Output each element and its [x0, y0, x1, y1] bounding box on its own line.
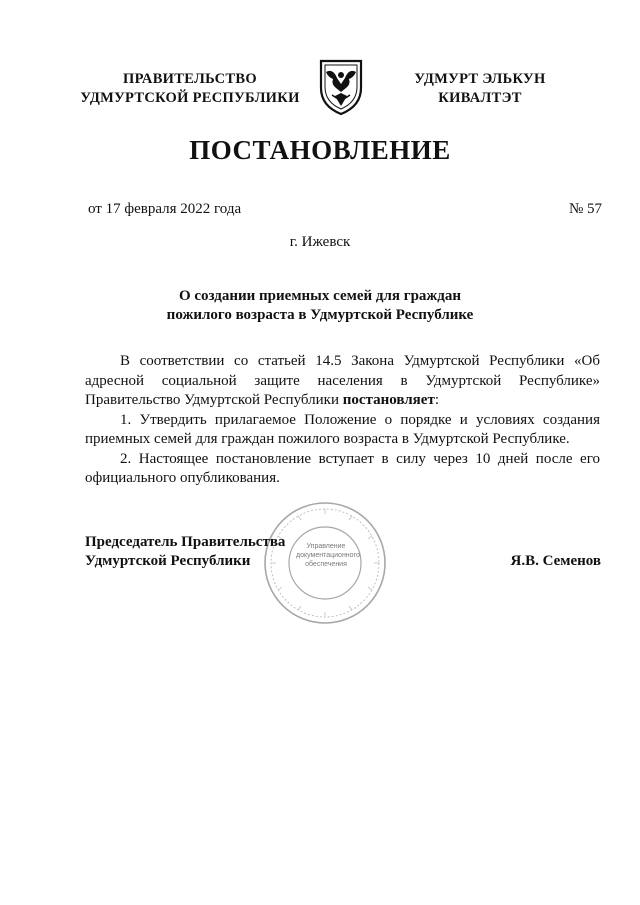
- signature-position-line1: Председатель Правительства: [85, 534, 286, 550]
- preamble-text: В соответствии со статьей 14.5 Закона Удмуртской Республики «Об адресной социальной защите населения в Удмуртской Республике» Правительство Удмуртской Республики: [85, 353, 600, 408]
- subject-line1: О создании приемных семей для граждан: [178, 288, 462, 304]
- signature-position: [85, 533, 305, 571]
- body-item-2: 2. Настоящее постановление вступает в силу через 10 дней после его официального опубликования.: [85, 450, 600, 486]
- header-right-line1: УДМУРТ ЭЛЬКУН: [414, 71, 546, 87]
- document-number: № 57: [568, 201, 602, 217]
- body-item-1: 1. Утвердить прилагаемое Положение о порядке и условиях создания приемных семей для граждан пожилого возраста в Удмуртской Республике.: [85, 411, 600, 447]
- document-body: [85, 352, 600, 489]
- header-right: [380, 70, 580, 108]
- body-preamble: [85, 352, 600, 411]
- header-right-line2: КИВАЛТЭТ: [438, 90, 522, 106]
- signature-position-line2: Удмуртской Республики: [85, 553, 251, 569]
- document-subject: [120, 287, 520, 325]
- stamp-text: Управление документационного обеспечения: [296, 543, 360, 568]
- document-date: от 17 февраля 2022 года: [88, 201, 242, 217]
- preamble-end: :: [434, 392, 439, 408]
- document-city: г. Ижевск: [289, 234, 351, 250]
- signature-name: Я.В. Семенов: [510, 553, 601, 569]
- header-left-line1: ПРАВИТЕЛЬСТВО: [123, 71, 257, 87]
- subject-line2: пожилого возраста в Удмуртской Республике: [166, 307, 474, 323]
- header-left: [75, 70, 305, 108]
- preamble-keyword: постановляет: [342, 392, 435, 408]
- document-title: ПОСТАНОВЛЕНИЕ: [189, 135, 451, 165]
- coat-of-arms-icon: [318, 58, 364, 116]
- header-left-line2: УДМУРТСКОЙ РЕСПУБЛИКИ: [80, 90, 300, 106]
